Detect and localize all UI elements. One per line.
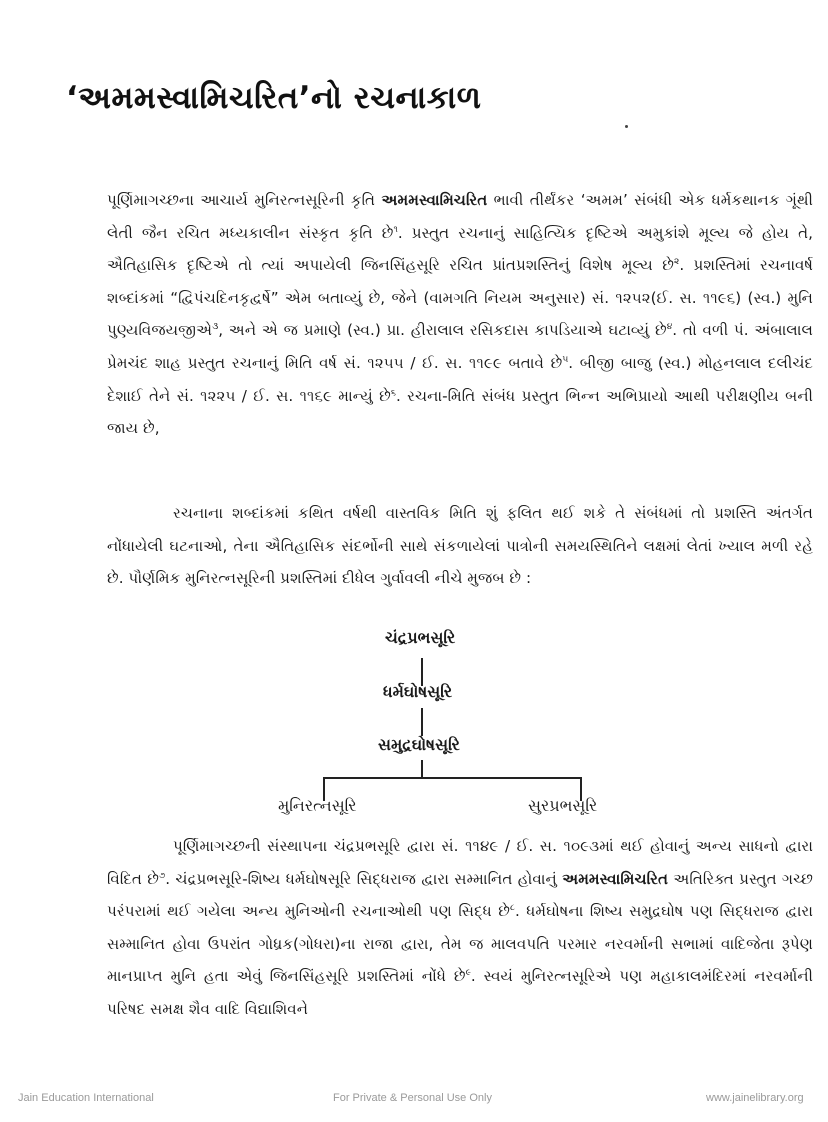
footer-publisher: Jain Education International — [18, 1092, 154, 1104]
lineage-node-root: ચંદ્રપ્રભસૂરિ — [385, 628, 456, 647]
paragraph-3: પૂર્ણિમાગચ્છની સંસ્થાપના ચંદ્રપ્રભસૂરિ દ્વારા સં. ૧૧૪૯ / ઈ. સ. ૧૦૯૩માં થઈ હોવાનું અન્ય સાધનો દ્વારા વિદિત છે$^૭$. ચંદ્રપ્રભસૂરિ-શિષ્ય ધર્મઘોષસૂરિ સિદ્ધરાજ દ્વારા સમ્માનિત હોવાનું અમમસ્વામિચરિત અતિરિક્ત પ્રસ્તુત ગચ્છ પરંપરામાં થઈ ગયેલા અન્ય મુનિઓની રચનાઓથી પણ સિદ્ધ છે$^૮$. ધર્મઘોષના શિષ્ય સમુદ્રઘોષ પણ સિદ્ધરાજ દ્વારા સમ્માનિત હોવા ઉપરાંત ગોધ્રક(ગોધરા)ના રાજા દ્વારા, તેમ જ માલવપતિ પરમાર નરવર્માની સભામાં વાદિજેતા રૂપેણ માનપ્રાપ્ત મુનિ હતા એવું જિનસિંહસૂરિ પ્રશસ્તિમાં નોંધે છે$^૯$. સ્વયં મુનિરત્નસૂરિએ પણ મહાકાલમંદિરમાં નરવર્માની પરિષદ સમક્ષ શૈવ વાદિ વિદ્યાશિવને — [107, 837, 813, 1018]
paragraph-2: રચનાના શબ્દાંકમાં કથિત વર્ષથી વાસ્તવિક મિતિ શું ફલિત થઈ શકે તે સંબંધમાં તો પ્રશસ્તિ અંતર્ગત નોંધાયેલી ઘટનાઓ, તેના ઐતિહાસિક સંદર્ભોની સાથે સંકળાયેલાં પાત્રોની સમયસ્થિતિને લક્ષમાં લેતાં ખ્યાલ મળી રહે છે. પૌર્ણમિક મુનિરત્નસૂરિની પ્રશસ્તિમાં દીધેલ ગુર્વાવલી નીચે મુજબ છે : — [107, 504, 813, 588]
footnote-marker: ૬ — [390, 387, 396, 398]
lineage-node-child-1: મુનિરત્નસૂરિ — [278, 796, 357, 815]
footnote-marker: ૫ — [562, 354, 569, 365]
work-title-emphasis: અમમસ્વામિચરિત — [562, 869, 669, 888]
stray-dot — [625, 125, 628, 128]
footnote-marker: ૮ — [509, 903, 515, 914]
page-title: ‘અમમસ્વામિચરિત’નો રચનાકાળ — [66, 80, 482, 116]
lineage-tree — [250, 620, 650, 830]
paragraph-3-container — [107, 830, 813, 1026]
lineage-node-third: સમુદ્રઘોષસૂરિ — [378, 735, 460, 754]
paragraph-1-container — [107, 184, 813, 445]
work-title-emphasis: અમમસ્વામિચરિત — [381, 191, 488, 209]
lineage-connector — [421, 760, 423, 778]
paragraph-1: પૂર્ણિમાગચ્છના આચાર્ય મુનિરત્નસૂરિની કૃતિ અમમસ્વામિચરિત ભાવી તીર્થંકર ‘અમમ’ સંબંધી એક ધર્મકથાનક ગૂંથી લેતી જૈન રચિત મધ્યકાલીન સંસ્કૃત કૃતિ છે$^૧$. પ્રસ્તુત રચનાનું સાહિત્યિક દૃષ્ટિએ અમુકાંશે મૂલ્ય જે હોય તે, ઐતિહાસિક દૃષ્ટિએ તો ત્યાં અપાયેલી જિનસિંહસૂરિ રચિત પ્રાંતપ્રશસ્તિનું વિશેષ મૂલ્ય છે$^૨$. પ્રશસ્તિમાં રચનાવર્ષ શબ્દાંકમાં “દ્વિપંચદિનકૃદ્વર્ષે” એમ બતાવ્યું છે, જેને (વામગતિ નિયમ અનુસાર) સં. ૧૨૫૨(ઈ. સ. ૧૧૯૬) (સ્વ.) મુનિ પુણ્યવિજયજીએ$^૩$, અને એ જ પ્રમાણે (સ્વ.) પ્રા. હીરાલાલ રસિકદાસ કાપડિયાએ ઘટાવ્યું છે$^૪$. તો વળી પં. અંબાલાલ પ્રેમચંદ શાહ પ્રસ્તુત રચનાનું મિતિ વર્ષ સં. ૧૨૫૫ / ઈ. સ. ૧૧૯૯ બતાવે છે$^૫$. બીજી બાજુ (સ્વ.) મોહનલાલ દલીચંદ દેશાઈ તેને સં. ૧૨૨૫ / ઈ. સ. ૧૧૬૯ માન્યું છે$^૬$. રચના-મિતિ સંબંધ પ્રસ્તુત ભિન્ન અભિપ્રાયો આથી પરીક્ષણીય બની જાય છે, — [107, 191, 814, 438]
footnote-marker: ૨ — [674, 257, 680, 268]
footnote-marker: ૩ — [212, 322, 219, 333]
footnote-marker: ૭ — [158, 870, 166, 881]
lineage-node-second: ધર્મઘોષસૂરિ — [383, 682, 453, 701]
footnote-marker: ૧ — [393, 224, 398, 235]
paragraph-2-container — [107, 497, 813, 595]
lineage-node-child-2: સુરપ્રભસૂરિ — [528, 796, 598, 815]
footnote-marker: ૪ — [666, 322, 673, 333]
lineage-connector — [421, 708, 423, 736]
footnote-marker: ૯ — [465, 968, 471, 979]
lineage-branch-line — [323, 777, 581, 779]
footer-website: www.jainelibrary.org — [706, 1092, 804, 1104]
footer-usage-note: For Private & Personal Use Only — [333, 1092, 492, 1104]
